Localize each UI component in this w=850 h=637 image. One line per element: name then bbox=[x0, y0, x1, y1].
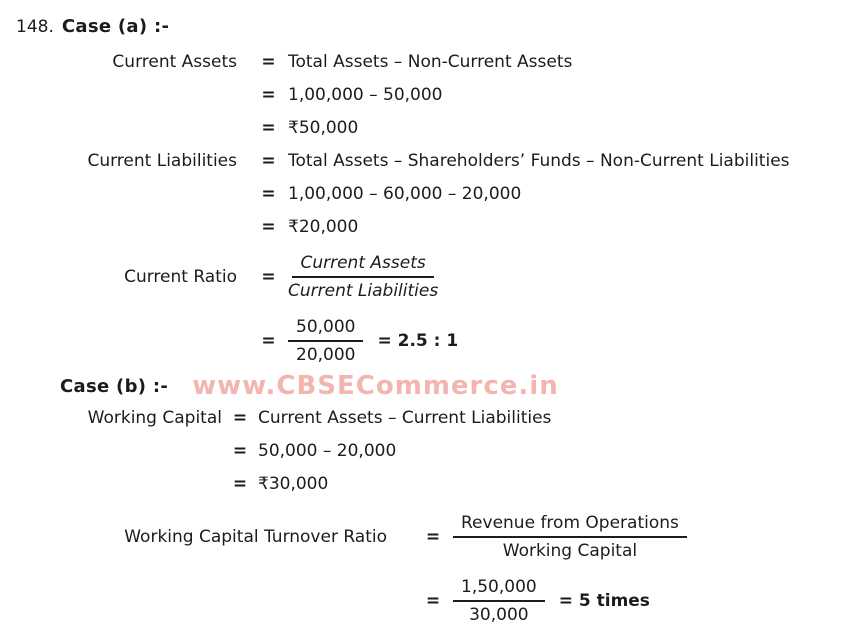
equals-sign: = bbox=[261, 183, 276, 204]
row-label: Working Capital bbox=[87, 407, 222, 428]
row-value: Total Assets – Non-Current Assets bbox=[288, 51, 573, 72]
equation-row bbox=[0, 401, 850, 434]
equation-row bbox=[0, 177, 850, 210]
current-ratio-calc-row bbox=[237, 313, 458, 369]
row-value: 50,000 – 20,000 bbox=[258, 440, 397, 461]
equation-row bbox=[0, 45, 850, 78]
fraction-denominator: 30,000 bbox=[469, 605, 529, 625]
item-number: 148. bbox=[16, 17, 54, 37]
case-b-title: Case (b) :- bbox=[60, 375, 169, 397]
equals-sign: = bbox=[261, 84, 276, 105]
watermark: www.CBSECommerce.in bbox=[192, 371, 559, 401]
equals-sign: = bbox=[425, 527, 441, 547]
turnover-ratio-row bbox=[0, 508, 850, 566]
equation-row bbox=[0, 467, 850, 500]
fraction bbox=[288, 253, 438, 301]
equation-row bbox=[0, 111, 850, 144]
equals-sign: = bbox=[261, 51, 276, 72]
equals-sign: = bbox=[261, 331, 276, 351]
turnover-ratio-calc-row bbox=[387, 572, 650, 630]
equation-row bbox=[0, 78, 850, 111]
equals-sign: = bbox=[232, 407, 248, 428]
row-value: Total Assets – Shareholders’ Funds – Non-Current Liabilities bbox=[288, 150, 790, 171]
row-value: 1,00,000 – 50,000 bbox=[288, 84, 443, 105]
equals-sign: = bbox=[261, 267, 276, 287]
row-value: ₹50,000 bbox=[288, 117, 359, 138]
equals-sign: = bbox=[261, 117, 276, 138]
case-b-equations bbox=[0, 401, 850, 500]
fraction-numerator: Revenue from Operations bbox=[453, 513, 687, 538]
equals-sign: = bbox=[261, 216, 276, 237]
fraction-denominator: Working Capital bbox=[502, 541, 638, 561]
row-label: Current Assets bbox=[112, 51, 237, 72]
fraction-numerator: Current Assets bbox=[292, 253, 433, 278]
fraction bbox=[288, 317, 363, 365]
fraction bbox=[453, 577, 545, 625]
equals-sign: = bbox=[425, 591, 441, 611]
row-value: 1,00,000 – 60,000 – 20,000 bbox=[288, 183, 522, 204]
calc-result: = 2.5 : 1 bbox=[377, 331, 459, 351]
row-value: ₹20,000 bbox=[288, 216, 359, 237]
case-a-equations bbox=[0, 45, 850, 243]
case-a-title: Case (a) :- bbox=[61, 16, 170, 37]
row-value: Current Assets – Current Liabilities bbox=[258, 407, 552, 428]
fraction bbox=[453, 513, 687, 561]
row-label: Current Liabilities bbox=[87, 150, 237, 171]
fraction-denominator: Current Liabilities bbox=[288, 281, 439, 301]
equation-row bbox=[0, 144, 850, 177]
row-value: ₹30,000 bbox=[258, 473, 329, 494]
equation-row bbox=[0, 210, 850, 243]
fraction-numerator: 1,50,000 bbox=[453, 577, 545, 602]
case-b-heading bbox=[60, 371, 559, 401]
fraction-numerator: 50,000 bbox=[288, 317, 363, 342]
row-label: Working Capital Turnover Ratio bbox=[124, 527, 387, 547]
equals-sign: = bbox=[232, 473, 248, 494]
equation-row bbox=[0, 434, 850, 467]
current-ratio-row bbox=[0, 246, 850, 308]
fraction-denominator: 20,000 bbox=[296, 345, 356, 365]
calc-result: = 5 times bbox=[558, 591, 650, 611]
equals-sign: = bbox=[261, 150, 276, 171]
row-label: Current Ratio bbox=[124, 267, 237, 287]
case-a-heading bbox=[16, 16, 169, 37]
equals-sign: = bbox=[232, 440, 248, 461]
